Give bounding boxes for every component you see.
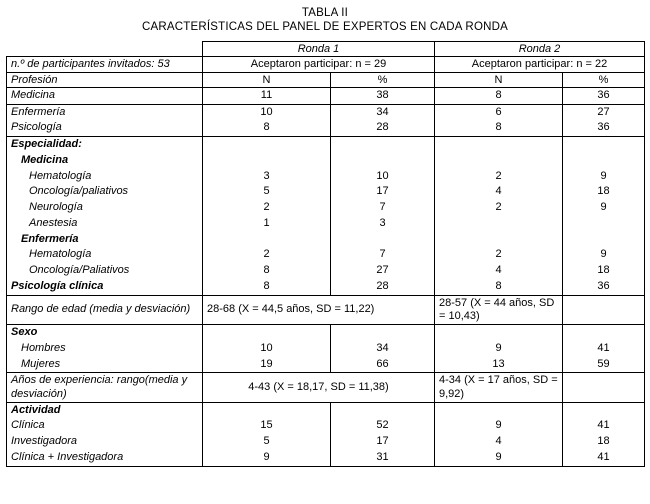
accepted-ronda-2: Aceptaron participar: n = 22 [435,56,645,72]
row-label: Hombres [7,341,203,357]
table-row [7,450,645,466]
row-value: 8 [435,279,563,295]
actividad-header-empty [563,402,645,418]
row-value [563,137,645,153]
row-value [203,153,331,169]
row-value: 5 [203,434,331,450]
row-label: Especialidad: [7,137,203,153]
table-row-actividad-header [7,402,645,418]
row-value: 38 [331,87,435,104]
row-label: Oncología/Paliativos [7,263,203,279]
table-row [7,279,645,295]
table-row-subheader [7,72,645,87]
actividad-header-empty [203,402,331,418]
table-title [6,6,644,35]
row-value: 10 [203,341,331,357]
row-value: 9 [563,169,645,185]
table-row [7,120,645,136]
row-value: 36 [563,120,645,136]
row-value: 11 [203,87,331,104]
row-value: 2 [435,247,563,263]
row-value: 17 [331,184,435,200]
invited-label: n.º de participantes invitados: 53 [7,56,203,72]
table-row [7,232,645,248]
row-value: 5 [203,184,331,200]
table-row-invited [7,56,645,72]
row-label: Neurología [7,200,203,216]
row-value: 1 [203,216,331,232]
row-value: 18 [563,263,645,279]
row-value: 2 [435,169,563,185]
row-value [435,232,563,248]
row-value: 10 [203,104,331,120]
row-value: 28 [331,279,435,295]
table-number: TABLA II [301,7,349,19]
row-label: Investigadora [7,434,203,450]
row-value: 9 [563,247,645,263]
sexo-label: Sexo [7,325,203,341]
row-value: 34 [331,341,435,357]
corner-cell [7,41,203,56]
row-value: 36 [563,87,645,104]
row-value: 9 [563,200,645,216]
accepted-ronda-1: Aceptaron participar: n = 29 [203,56,435,72]
row-value: 19 [203,357,331,373]
row-value: 9 [435,418,563,434]
row-value: 36 [563,279,645,295]
table-row-age-range [7,295,645,324]
row-value [563,232,645,248]
row-label: Hematología [7,169,203,185]
table-row [7,357,645,373]
row-value: 28 [331,120,435,136]
age-range-ronda-2: 28-57 (X = 44 años, SD = 10,43) [435,295,563,324]
row-value: 2 [203,200,331,216]
row-value: 18 [563,434,645,450]
row-value: 13 [435,357,563,373]
experience-empty [563,373,645,402]
subheader-n-1: N [203,72,331,87]
subheader-pct-2: % [563,72,645,87]
row-value: 2 [435,200,563,216]
row-value: 2 [203,247,331,263]
row-value [435,216,563,232]
row-value: 6 [435,104,563,120]
age-range-label: Rango de edad (media y desviación) [7,295,203,324]
row-value: 41 [563,418,645,434]
row-value [331,153,435,169]
row-value [563,153,645,169]
row-value: 8 [435,120,563,136]
table-row [7,184,645,200]
header-ronda-1: Ronda 1 [203,41,435,56]
profession-label: Profesión [7,72,203,87]
row-value: 9 [435,450,563,466]
row-label: Oncología/paliativos [7,184,203,200]
row-value: 9 [203,450,331,466]
row-label: Mujeres [7,357,203,373]
row-label: Clínica + Investigadora [7,450,203,466]
row-value: 4 [435,263,563,279]
table-row [7,87,645,104]
row-value [331,232,435,248]
table-row [7,104,645,120]
row-value [331,137,435,153]
row-value [435,153,563,169]
row-value: 31 [331,450,435,466]
row-value: 8 [203,279,331,295]
table-row [7,263,645,279]
row-value: 7 [331,247,435,263]
sexo-header-empty [435,325,563,341]
row-value: 4 [435,434,563,450]
age-range-ronda-1: 28-68 (X = 44,5 años, SD = 11,22) [203,295,435,324]
table-caption: CARACTERÍSTICAS DEL PANEL DE EXPERTOS EN CADA RONDA [142,21,508,34]
table-row [7,153,645,169]
table-row [7,137,645,153]
table-row-experience [7,373,645,402]
row-value: 8 [435,87,563,104]
row-label: Psicología [7,120,203,136]
row-label: Psicología clínica [7,279,203,295]
table-row-sexo-header [7,325,645,341]
row-value: 41 [563,341,645,357]
row-value: 10 [331,169,435,185]
row-value: 27 [331,263,435,279]
row-value [563,216,645,232]
row-value: 41 [563,450,645,466]
actividad-label: Actividad [7,402,203,418]
table-row [7,434,645,450]
row-value: 4 [435,184,563,200]
table-row-round-headers [7,41,645,56]
subheader-n-2: N [435,72,563,87]
table-row [7,341,645,357]
row-value: 15 [203,418,331,434]
sexo-header-empty [331,325,435,341]
row-value: 3 [203,169,331,185]
header-ronda-2: Ronda 2 [435,41,645,56]
row-label: Medicina [7,87,203,104]
sexo-header-empty [563,325,645,341]
row-value [203,137,331,153]
row-value: 66 [331,357,435,373]
table-row [7,169,645,185]
row-value: 7 [331,200,435,216]
row-value: 9 [435,341,563,357]
row-value: 59 [563,357,645,373]
actividad-header-empty [435,402,563,418]
experience-ronda-2: 4-34 (X = 17 años, SD = 9,92) [435,373,563,402]
table-row [7,200,645,216]
actividad-header-empty [331,402,435,418]
row-value: 18 [563,184,645,200]
row-value: 34 [331,104,435,120]
experts-panel-table [6,41,645,467]
age-range-empty [563,295,645,324]
row-label: Enfermería [7,104,203,120]
row-value [435,137,563,153]
row-value: 52 [331,418,435,434]
row-value: 3 [331,216,435,232]
row-value: 17 [331,434,435,450]
experience-label: Años de experiencia: rango(media y desviación) [7,373,203,402]
row-value: 8 [203,263,331,279]
subheader-pct-1: % [331,72,435,87]
table-row [7,216,645,232]
row-value: 27 [563,104,645,120]
table-row [7,418,645,434]
row-label: Clínica [7,418,203,434]
row-label: Medicina [7,153,203,169]
row-value: 8 [203,120,331,136]
row-label: Hematología [7,247,203,263]
experience-ronda-1: 4-43 (X = 18,17, SD = 11,38) [203,373,435,402]
table-row [7,247,645,263]
sexo-header-empty [203,325,331,341]
row-label: Enfermería [7,232,203,248]
row-value [203,232,331,248]
row-label: Anestesia [7,216,203,232]
